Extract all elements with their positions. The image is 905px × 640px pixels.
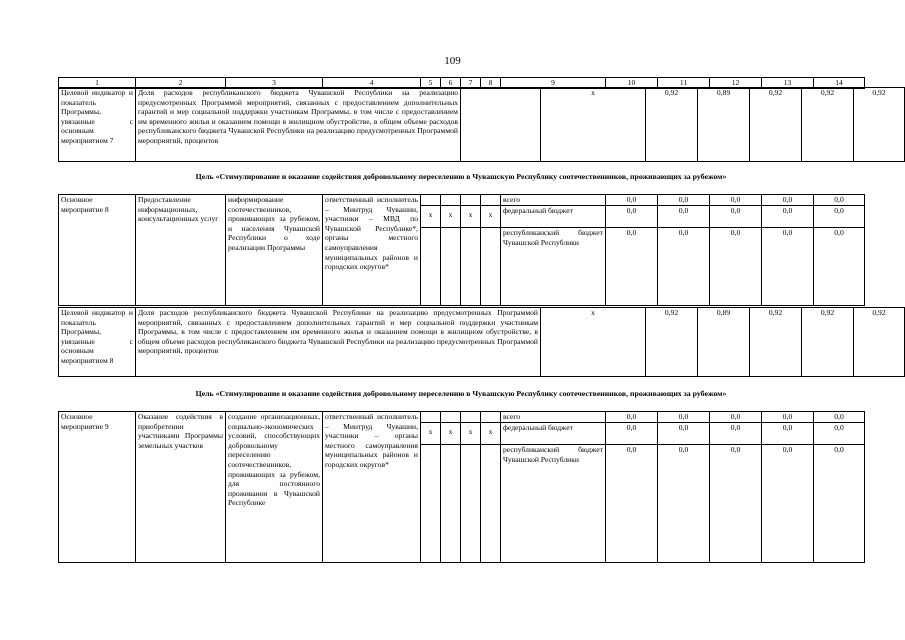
funding-value: 0,0 bbox=[710, 228, 762, 306]
funding-value: 0,0 bbox=[606, 423, 658, 445]
funding-value: 0,0 bbox=[710, 423, 762, 445]
col-header: 3 bbox=[226, 78, 323, 89]
funding-value: 0,0 bbox=[658, 206, 710, 228]
indicator-col14: 0,92 bbox=[854, 88, 905, 162]
goal-heading: Цель «Стимулирование и оказание содействия добровольному переселению в Чувашскую Республику соотечественников, проживающих за рубежом» bbox=[195, 389, 727, 398]
empty-cell bbox=[441, 445, 461, 563]
empty-cell bbox=[421, 195, 441, 206]
funding-value: 0,0 bbox=[762, 195, 814, 206]
col-header: 5 bbox=[421, 78, 441, 89]
indicator-8-table bbox=[58, 307, 905, 377]
code-col6: х bbox=[441, 206, 461, 228]
col-header: 6 bbox=[441, 78, 461, 89]
code-col7: х bbox=[461, 423, 481, 445]
col-header: 7 bbox=[461, 78, 481, 89]
empty-cell bbox=[441, 412, 461, 423]
funding-value: 0,0 bbox=[710, 206, 762, 228]
indicator-row bbox=[59, 88, 905, 162]
col-header: 12 bbox=[710, 78, 762, 89]
empty-cell bbox=[461, 445, 481, 563]
funding-value: 0,0 bbox=[762, 445, 814, 563]
funding-source: федеральный бюджет bbox=[501, 206, 606, 228]
empty-cell bbox=[461, 412, 481, 423]
event-name: Основное мероприятие 9 bbox=[59, 412, 136, 563]
funding-value: 0,0 bbox=[762, 423, 814, 445]
empty-cell bbox=[441, 228, 461, 306]
funding-value: 0,0 bbox=[814, 412, 865, 423]
funding-value: 0,0 bbox=[814, 195, 865, 206]
funding-value: 0,0 bbox=[762, 412, 814, 423]
funding-value: 0,0 bbox=[606, 195, 658, 206]
funding-source: республиканский бюджет Чувашской Республики bbox=[501, 445, 606, 563]
event-9-table bbox=[58, 411, 865, 563]
empty-cell bbox=[441, 195, 461, 206]
empty-cell bbox=[481, 412, 501, 423]
col-header: 2 bbox=[136, 78, 226, 89]
code-col8: х bbox=[481, 206, 501, 228]
indicator-description: Доля расходов республиканского бюджета Чувашской Республики на реализацию предусмотренных Программой мероприятий, связанных с предоставлением дополнительных гарантий и мер социальной поддержки участникам Программы, в том числе с предоставлением им временного жилья и оказанием помощи в жилищном обустройстве, в общем объеме расходов республиканского бюджета Чувашской Республики на реализацию предусмотренных Программой мероприятий, процентов bbox=[136, 308, 541, 377]
funding-value: 0,0 bbox=[814, 445, 865, 563]
funding-value: 0,0 bbox=[658, 412, 710, 423]
empty-cell bbox=[421, 228, 441, 306]
funding-value: 0,0 bbox=[606, 206, 658, 228]
empty-cell bbox=[461, 195, 481, 206]
empty-cell bbox=[421, 445, 441, 563]
funding-value: 0,0 bbox=[814, 228, 865, 306]
col-header: 14 bbox=[814, 78, 865, 89]
funding-source: федеральный бюджет bbox=[501, 423, 606, 445]
indicator-col10: 0,92 bbox=[646, 308, 698, 377]
funding-value: 0,0 bbox=[658, 228, 710, 306]
indicator-col12: 0,92 bbox=[750, 88, 802, 162]
funding-value: 0,0 bbox=[710, 445, 762, 563]
col-header: 1 bbox=[59, 78, 136, 89]
empty-cell bbox=[461, 88, 541, 162]
empty-cell bbox=[481, 195, 501, 206]
funding-value: 0,0 bbox=[658, 195, 710, 206]
funding-source: всего bbox=[501, 412, 606, 423]
event-executors: ответственный исполнитель – Минтруд Чувашии, участники – органы местного самоуправления муниципальных районов и городских округов* bbox=[323, 412, 421, 563]
indicator-col12: 0,92 bbox=[750, 308, 802, 377]
empty-cell bbox=[421, 412, 441, 423]
indicator-name: Целевой индикатор и показатель Программы, увязанные с основным мероприятием 8 bbox=[59, 308, 136, 377]
funding-source: всего bbox=[501, 195, 606, 206]
goal-heading: Цель «Стимулирование и оказание содействия добровольному переселению в Чувашскую Республику соотечественников, проживающих за рубежом» bbox=[195, 172, 727, 181]
funding-value: 0,0 bbox=[762, 228, 814, 306]
indicator-col13: 0,92 bbox=[802, 88, 854, 162]
event-result: создание организационных, социально-экономических условий, способствующих добровольному переселению соотечественников, проживающих за рубежом, для постоянного проживания в Чувашской Республике bbox=[226, 412, 323, 563]
code-col6: х bbox=[441, 423, 461, 445]
col-header: 11 bbox=[658, 78, 710, 89]
funding-value: 0,0 bbox=[814, 423, 865, 445]
funding-value: 0,0 bbox=[606, 412, 658, 423]
funding-value: 0,0 bbox=[814, 206, 865, 228]
funding-value: 0,0 bbox=[606, 445, 658, 563]
empty-cell bbox=[461, 228, 481, 306]
indicator-description: Доля расходов республиканского бюджета Чувашской Республики на реализацию предусмотренных Программой мероприятий, связанных с предоставлением дополнительных гарантий и мер социальной поддержки участникам Программы, в том числе с предоставлением им временного жилья и оказанием помощи в жилищном обустройстве, в общем объеме расходов республиканского бюджета Чувашской Республики на реализацию предусмотренных Программой мероприятий, процентов bbox=[136, 88, 461, 162]
indicator-row bbox=[59, 308, 905, 377]
event-executors: ответственный исполнитель – Минтруд Чувашии, участники – МВД по Чувашской Республике*, органы местного самоуправления муниципальных районов и городских округов* bbox=[323, 195, 421, 306]
empty-cell bbox=[481, 445, 501, 563]
page-number: 109 bbox=[444, 55, 461, 67]
event-description: Предоставление информационных, консультационных услуг bbox=[136, 195, 226, 306]
indicator-col11: 0,89 bbox=[698, 308, 750, 377]
code-col5: х bbox=[421, 206, 441, 228]
indicator-col13: 0,92 bbox=[802, 308, 854, 377]
funding-value: 0,0 bbox=[710, 195, 762, 206]
code-col5: х bbox=[421, 423, 441, 445]
code-col7: х bbox=[461, 206, 481, 228]
funding-value: 0,0 bbox=[710, 412, 762, 423]
indicator-col9: х bbox=[541, 88, 646, 162]
code-col8: х bbox=[481, 423, 501, 445]
funding-value: 0,0 bbox=[658, 423, 710, 445]
indicator-7-table bbox=[58, 87, 905, 162]
indicator-col11: 0,89 bbox=[698, 88, 750, 162]
event-8-table bbox=[58, 194, 865, 306]
funding-value: 0,0 bbox=[762, 206, 814, 228]
col-header: 10 bbox=[606, 78, 658, 89]
col-header: 13 bbox=[762, 78, 814, 89]
funding-value: 0,0 bbox=[606, 228, 658, 306]
event-name: Основное мероприятие 8 bbox=[59, 195, 136, 306]
col-header: 4 bbox=[323, 78, 421, 89]
col-header: 8 bbox=[481, 78, 501, 89]
indicator-col10: 0,92 bbox=[646, 88, 698, 162]
indicator-col9: х bbox=[541, 308, 646, 377]
col-header: 9 bbox=[501, 78, 606, 89]
funding-source: республиканский бюджет Чувашской Республики bbox=[501, 228, 606, 306]
event-description: Оказание содействия в приобретении участниками Программы земельных участков bbox=[136, 412, 226, 563]
indicator-col14: 0,92 bbox=[854, 308, 905, 377]
indicator-name: Целевой индикатор и показатель Программы, увязанные с основным мероприятием 7 bbox=[59, 88, 136, 162]
event-result: информирование соотечественников, проживающих за рубежом, и населения Чувашской Республики о ходе реализации Программы bbox=[226, 195, 323, 306]
funding-value: 0,0 bbox=[658, 445, 710, 563]
empty-cell bbox=[481, 228, 501, 306]
